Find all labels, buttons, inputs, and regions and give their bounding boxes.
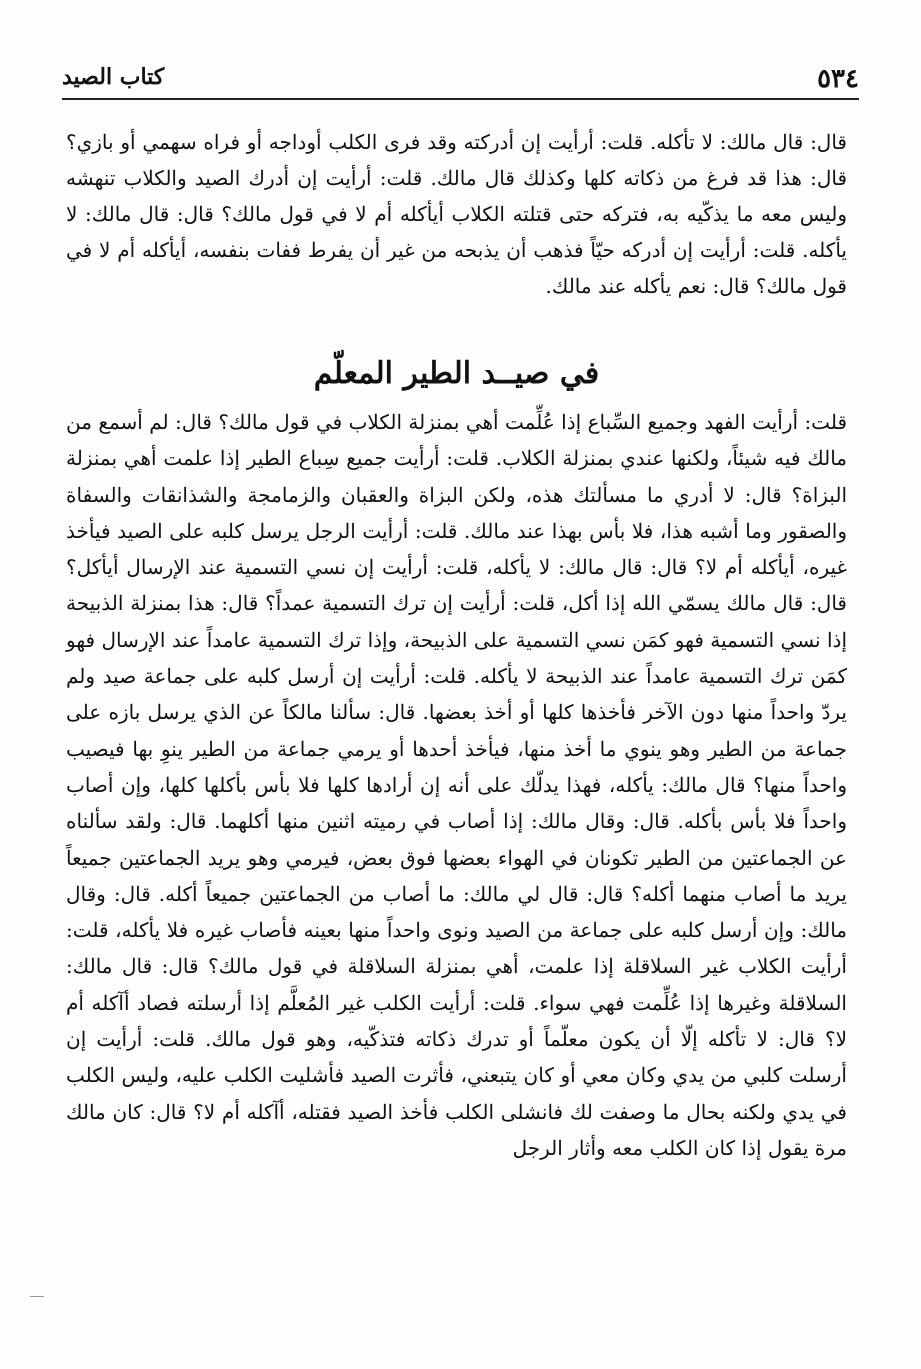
page-header [62,58,859,100]
paragraph-1: قال: قال مالك: لا تأكله. قلت: أرأيت إن أدركته وقد فرى الكلب أوداجه أو فراه سهمي أو بازي؟ قال: هذا قد فرغ من ذكاته كلها وكذلك قال مالك. قلت: أرأيت إن أدرك الصيد والكلاب تنهشه وليس معه ما يذكّيه به، فتركه حتى قتلته الكلاب أيأكله أم لا في قول مالك؟ قال: قال مالك: لا يأكله. قلت: أرأيت إن أدركه حيّاً فذهب أن يذبحه من غير أن يفرط ففات بنفسه، أيأكله أم لا في قول مالك؟ قال: نعم يأكله عند مالك. [66,130,847,298]
section-heading: في صيــد الطير المعلّم [313,356,600,391]
margin-mark [30,1296,44,1297]
page-number: ٥٣٤ [817,64,859,94]
running-title: كتاب الصيد [62,64,165,90]
paragraph-2: قلت: أرأيت الفهد وجميع السِّباع إذا عُلِّمت أهي بمنزلة الكلاب في قول مالك؟ قال: لم أسمع من مالك فيه شيئاً، ولكنها عندي بمنزلة الكلاب. قلت: أرأيت جميع سِباع الطير إذا علمت أهي بمنزلة البزاة؟ قال: لا أدري ما مسألتك هذه، ولكن البزاة والعقبان والزمامجة والشذانقات والسفاة والصقور وما أشبه هذا، فلا بأس بهذا عند مالك. قلت: أرأيت الرجل يرسل كلبه على الصيد فيأخذ غيره، أيأكله أم لا؟ قال: قال مالك: لا يأكله، قلت: أرأيت إن نسي التسمية عند الإرسال أيأكل؟ قال: قال مالك يسمّي الله إذا أكل، قلت: أرأيت إن ترك التسمية عمداً؟ قال: هذا بمنزلة الذبيحة إذا نسي التسمية فهو كمَن نسي التسمية على الذبيحة، وإذا ترك التسمية عامداً عند الإرسال فهو كمَن ترك التسمية عامداً عند الذبيحة لا يأكله. قلت: أرأيت إن أرسل كلبه على جماعة صيد ولم يردّ واحداً منها دون الآخر فأخذها كلها أو أخذ بعضها. قال: سألنا مالكاً عن الذي يرسل بازه على جماعة من الطير وهو ينوي ما أخذ منها، فيأخذ أحدها أو يرمي جماعة من الطير ينوِ بها فيصيب واحداً منها؟ قال مالك: يأكله، فهذا يدلّك على أنه إن أرادها كلها فلا بأس بأكلها كلها، وإن أصاب واحداً فلا بأس بأكله. قال: وقال مالك: إذا أصاب في رميته اثنين منها أكلهما. قال: ولقد سألناه عن الجماعتين من الطير تكونان في الهواء بعضها فوق بعض، فيرمي وهو يريد الجماعتين جميعاً يريد ما أصاب منهما أكله؟ قال: قال لي مالك: ما أصاب من الجماعتين جميعاً أكله. قال: وقال مالك: وإن أرسل كلبه على جماعة من الصيد ونوى واحداً منها بعينه فأصاب غيره فلا يأكله، قلت: أرأيت الكلاب غير السلاقلة إذا علمت، أهي بمنزلة السلاقلة في قول مالك؟ قال: قال مالك: السلاقلة وغيرها إذا عُلِّمت فهي سواء. قلت: أرأيت الكلب غير المُعلَّم إذا أرسلته فصاد أآكله أم لا؟ قال: لا تأكله إلّا أن يكون معلّماً أو تدرك ذكاته فتذكّيه، وهو قول مالك. قلت: أرأيت إن أرسلت كلبي من يدي وكان معي أو كان يتبعني، فأثرت الصيد فأشليت الكلب عليه، وليس الكلب في يدي ولكنه بحال ما وصفت لك فانشلى الكلب فأخذ الصيد فقتله، أآكله أم لا؟ قال: كان مالك مرة يقول إذا كان الكلب معه وأثار الرجل [66,410,848,1160]
